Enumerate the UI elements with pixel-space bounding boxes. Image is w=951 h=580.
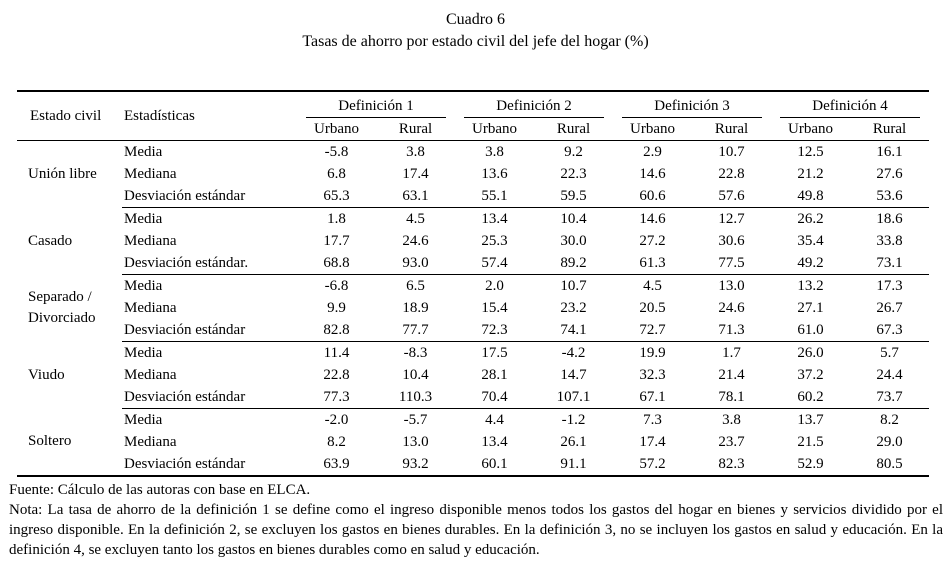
stat-label-cell: Mediana [124,300,177,316]
value-cell: 18.9 [402,300,429,316]
value-cell: -5.8 [324,144,349,160]
rural-header: Rural [534,118,613,141]
stat-label-cell: Media [124,412,163,428]
value-cell: 4.5 [406,211,425,227]
value-cell: 3.8 [485,144,504,160]
urbano-header: Urbano [455,118,534,141]
value-cell: 16.1 [876,144,903,160]
value-cell: 10.4 [560,211,587,227]
value-cell: 65.3 [297,185,376,208]
value-cell: 82.8 [297,319,376,342]
value-cell: 72.7 [613,319,692,342]
value-cell: 67.1 [613,386,692,409]
value-cell: 63.1 [376,185,455,208]
value-cell: 27.6 [876,166,903,182]
value-cell: 67.3 [850,319,929,342]
value-cell: 74.1 [534,319,613,342]
value-cell: 15.4 [481,300,508,316]
value-cell: 6.8 [327,166,346,182]
value-cell: 80.5 [876,456,903,472]
value-cell: 53.6 [850,185,929,208]
table-row [17,141,929,164]
value-cell: 18.6 [876,211,903,227]
value-cell: 35.4 [797,233,824,249]
value-cell: 23.7 [718,434,745,450]
nota-note: Nota: La tasa de ahorro de la definición 1 se define como el ingreso disponible menos todos los gastos del hogar en bienes y servicios dividido por el ingreso disponible. En la definición 2, se excluyen los gastos en bienes durables. En la definición 3, no se incluyen los gastos en salud y educación. En la definición 4, se excluyen tanto los gastos en bienes durables como en salud y educación. [9,502,943,558]
estado-civil-cell: Casado [28,232,73,249]
value-cell: 55.1 [455,185,534,208]
rural-header: Rural [692,118,771,141]
value-cell: 28.1 [481,367,508,383]
value-cell: 19.9 [639,345,666,361]
table-row [17,431,929,453]
definicion-4-header: Definición 4 [771,91,929,118]
value-cell: 82.3 [718,456,745,472]
value-cell: 20.5 [639,300,666,316]
definicion-1-header: Definición 1 [297,91,455,118]
value-cell: 30.0 [560,233,587,249]
definicion-3-header: Definición 3 [613,91,771,118]
value-cell: 27.2 [639,233,666,249]
urbano-header: Urbano [771,118,850,141]
value-cell: 2.9 [643,144,662,160]
value-cell: 29.0 [876,434,903,450]
value-cell: 70.4 [455,386,534,409]
estadisticas-header: Estadísticas [122,91,297,141]
value-cell: 13.0 [402,434,429,450]
stat-label-cell: Media [124,278,163,294]
table-row [17,319,929,342]
value-cell: 78.1 [692,386,771,409]
value-cell: 57.6 [692,185,771,208]
table-row [17,297,929,319]
value-cell: 71.3 [692,319,771,342]
stat-label-cell: Mediana [124,233,177,249]
value-cell: 9.9 [327,300,346,316]
stat-label-cell: Desviación estándar [124,456,246,472]
value-cell: 12.7 [718,211,745,227]
value-cell: 10.7 [718,144,745,160]
value-cell: 3.8 [406,144,425,160]
value-cell: 26.2 [797,211,824,227]
value-cell: 13.0 [718,278,745,294]
estado-civil-cell: Viudo [28,366,65,383]
value-cell: 49.8 [771,185,850,208]
estado-civil-header: Estado civil [17,91,122,141]
urbano-header: Urbano [297,118,376,141]
estado-civil-cell: Unión libre [28,165,97,182]
value-cell: 21.5 [797,434,824,450]
value-cell: 8.2 [880,412,899,428]
value-cell: 61.0 [771,319,850,342]
value-cell: 10.7 [560,278,587,294]
value-cell: 4.5 [643,278,662,294]
table-row [17,185,929,208]
value-cell: 93.0 [376,252,455,275]
value-cell: 77.5 [692,252,771,275]
value-cell: 30.6 [718,233,745,249]
fuente-note: Fuente: Cálculo de las autoras con base en ELCA. [9,482,311,498]
stat-label-cell: Mediana [124,166,177,182]
value-cell: 91.1 [560,456,587,472]
value-cell: 63.9 [323,456,350,472]
value-cell: 17.4 [639,434,666,450]
value-cell: 26.1 [560,434,587,450]
table-body [17,141,929,477]
table-caption [0,0,951,53]
value-cell: 26.0 [797,345,824,361]
value-cell: 5.7 [880,345,899,361]
value-cell: 13.4 [481,211,508,227]
value-cell: 1.8 [327,211,346,227]
stat-label-cell: Mediana [124,434,177,450]
rural-header: Rural [850,118,929,141]
value-cell: 6.5 [406,278,425,294]
value-cell: 89.2 [534,252,613,275]
table-row [17,364,929,386]
stat-label-cell: Desviación estándar [122,386,297,409]
value-cell: 8.2 [327,434,346,450]
value-cell: 72.3 [455,319,534,342]
value-cell: 60.1 [481,456,508,472]
value-cell: 57.2 [639,456,666,472]
value-cell: 1.7 [722,345,741,361]
value-cell: 32.3 [639,367,666,383]
value-cell: 22.8 [323,367,350,383]
value-cell: 110.3 [376,386,455,409]
value-cell: 24.6 [718,300,745,316]
value-cell: 4.4 [485,412,504,428]
table-row [17,252,929,275]
value-cell: 107.1 [534,386,613,409]
value-cell: 22.8 [718,166,745,182]
value-cell: -1.2 [561,412,586,428]
value-cell: 13.6 [481,166,508,182]
value-cell: 17.7 [323,233,350,249]
value-cell: 68.8 [297,252,376,275]
value-cell: 57.4 [455,252,534,275]
value-cell: 60.2 [771,386,850,409]
urbano-header: Urbano [613,118,692,141]
value-cell: 10.4 [402,367,429,383]
value-cell: 52.9 [797,456,824,472]
value-cell: 13.4 [481,434,508,450]
table-row [17,342,929,365]
stat-label-cell: Mediana [124,367,177,383]
value-cell: 14.6 [639,166,666,182]
stat-label-cell: Media [124,345,163,361]
stat-label-cell: Desviación estándar [122,319,297,342]
value-cell: 61.3 [613,252,692,275]
value-cell: 17.3 [876,278,903,294]
value-cell: 49.2 [771,252,850,275]
value-cell: 77.7 [376,319,455,342]
value-cell: 25.3 [481,233,508,249]
value-cell: 13.7 [797,412,824,428]
value-cell: 7.3 [643,412,662,428]
caption-number: Cuadro 6 [445,11,506,28]
table-row [17,163,929,185]
value-cell: 12.5 [797,144,824,160]
value-cell: 21.4 [718,367,745,383]
value-cell: 14.6 [639,211,666,227]
value-cell: 93.2 [402,456,429,472]
table-row [17,386,929,409]
estado-civil-cell: Soltero [28,433,72,450]
value-cell: 9.2 [564,144,583,160]
table-row [17,230,929,252]
rural-header: Rural [376,118,455,141]
caption-title: Tasas de ahorro por estado civil del jefe del hogar (%) [302,33,649,50]
value-cell: 73.7 [850,386,929,409]
value-cell: 60.6 [613,185,692,208]
value-cell: 3.8 [722,412,741,428]
value-cell: 77.3 [297,386,376,409]
value-cell: 17.5 [481,345,508,361]
stat-label-cell: Desviación estándar [122,185,297,208]
value-cell: 17.4 [402,166,429,182]
value-cell: 22.3 [560,166,587,182]
table-row [17,409,929,432]
value-cell: -5.7 [403,412,428,428]
value-cell: -2.0 [324,412,349,428]
table-row [17,275,929,298]
value-cell: 24.4 [876,367,903,383]
value-cell: 27.1 [797,300,824,316]
value-cell: 14.7 [560,367,587,383]
value-cell: 73.1 [850,252,929,275]
value-cell: 37.2 [797,367,824,383]
stat-label-cell: Desviación estándar. [122,252,297,275]
value-cell: 26.7 [876,300,903,316]
table-row [17,208,929,231]
value-cell: 13.2 [797,278,824,294]
table-row [17,453,929,476]
estado-civil-cell: Separado / Divorciado [28,289,96,326]
value-cell: 59.5 [534,185,613,208]
value-cell: 2.0 [485,278,504,294]
value-cell: -8.3 [403,345,428,361]
stat-label-cell: Media [124,211,163,227]
stat-label-cell: Media [124,144,163,160]
savings-rate-table [17,90,929,477]
header-row-definitions [17,91,929,118]
definicion-2-header: Definición 2 [455,91,613,118]
value-cell: 24.6 [402,233,429,249]
value-cell: 33.8 [876,233,903,249]
value-cell: -4.2 [561,345,586,361]
value-cell: 21.2 [797,166,824,182]
value-cell: -6.8 [324,278,349,294]
value-cell: 11.4 [323,345,350,361]
value-cell: 23.2 [560,300,587,316]
